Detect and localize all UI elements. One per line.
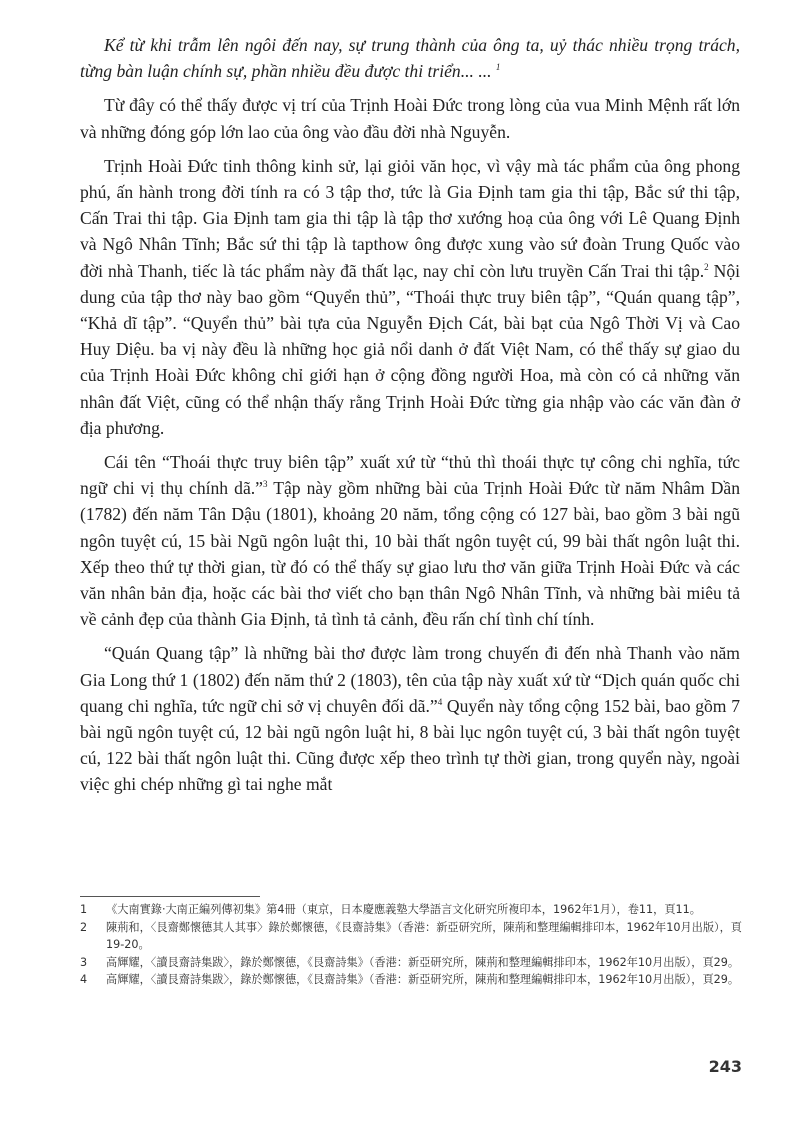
footnote: 1 《大南實錄·大南正編列傳初集》第4冊（東京，日本慶應義塾大學語言文化研究所複印本，1962年1月），卷11，頁11。 (80, 903, 701, 916)
body-text (80, 32, 740, 806)
page-number: 243 (708, 1057, 742, 1076)
footnote-ref: 3 (262, 479, 268, 490)
footnote-ref: 1 (495, 62, 501, 73)
paragraph-quote: Kể từ khi trẫm lên ngôi đến nay, sự trung thành của ông ta, uỷ thác nhiều trọng trách, từng bàn luận chính sự, phần nhiều đều được thi triển... ... $^1$ (80, 35, 740, 82)
footnotes (80, 896, 742, 989)
paragraph: “Quán Quang tập” là những bài thơ được làm trong chuyến đi đến nhà Thanh vào năm Gia Long thứ 1 (1802) đến năm thứ 2 (1803), tên của tập này xuất xứ từ “Dịch quán quốc chi quang chi nghĩa, tức ngữ chi sở vị chuyên đối dã.”$^4$ Quyển này tổng cộng 152 bài, bao gồm 7 bài ngũ ngôn tuyệt cú, 12 bài ngũ ngôn luật hi, 8 bài lục ngôn tuyệt cú, 3 bài thất ngôn tuyệt cú, 122 bài thất ngôn luật thi. Cũng được xếp theo trình tự thời gian, trong quyển này, ngoài việc ghi chép những gì tai nghe mắt (80, 643, 740, 795)
footnote-ref: 4 (437, 697, 443, 708)
footnote: 4 高輝耀，〈讀艮齋詩集跋〉，錄於鄭懷德，《艮齋詩集》（香港：新亞研究所，陳荊和整理編輯排印本，1962年10月出版），頁29。 (80, 973, 740, 986)
footnote: 3 高輝耀，〈讀艮齋詩集跋〉，錄於鄭懷德，《艮齋詩集》（香港：新亞研究所，陳荊和整理編輯排印本，1962年10月出版），頁29。 (80, 955, 740, 969)
paragraph: Từ đây có thể thấy được vị trí của Trịnh Hoài Đức trong lòng của vua Minh Mệnh rất lớn và những đóng góp lớn lao của ông vào đầu đời nhà Nguyễn. (80, 95, 740, 142)
footnote-divider (80, 896, 260, 897)
paragraph: Cái tên “Thoái thực truy biên tập” xuất xứ từ “thủ thì thoái thực tự công chi nghĩa, tức ngữ chi vị thụ chính dã.”$^3$ Tập này gồm những bài của Trịnh Hoài Đức từ năm Nhâm Dần (1782) đến năm Tân Dậu (1801), khoảng 20 năm, tổng cộng có 127 bài, bao gồm 3 bài ngũ ngôn tuyệt cú, 15 bài Ngũ ngôn luật thi, 10 bài thất ngôn tuyệt cú, 99 bài thất ngôn luật thi. Xếp theo thứ tự thời gian, từ đó có thể thấy sự giao lưu thơ văn giữa Trịnh Hoài Đức và các văn nhân bản địa, hoặc các bài thơ viết cho bạn thân Ngô Nhân Tĩnh, và những bài miêu tả về cảnh đẹp của thành Gia Định, tả tình tả cảnh, đều rấn chí tình chí tính. (80, 452, 741, 630)
footnote-ref: 2 (704, 261, 709, 272)
footnote: 2 陳荊和，〈艮齋鄭懷德其人其事〉錄於鄭懷德，《艮齋詩集》（香港：新亞研究所，陳荊和整理編輯排印本，1962年10月出版），頁19-20。 (80, 920, 742, 951)
paragraph: Trịnh Hoài Đức tinh thông kinh sử, lại giỏi văn học, vì vậy mà tác phẩm của ông phong phú, ấn hành trong đời tính ra có 3 tập thơ, tức là Gia Định tam gia thi tập, Bắc sứ thi tập, Cấn Trai thi tập. Gia Định tam gia thi tập là tập thơ xướng hoạ của ông với Lê Quang Định và Ngô Nhân Tĩnh; Bắc sứ thi tập là tapthow ông được xung vào sứ đoàn Trung Quốc vào đời nhà Thanh, tiếc là tác phẩm này đã thất lạc, nay chỉ còn lưu truyền Cấn Trai thi tập.$^2$ Nội dung của tập thơ này bao gồm “Quyển thủ”, “Thoái thực truy biên tập”, “Quán quang tập”, “Khả dĩ tập”. “Quyển thủ” bài tựa của Nguyễn Địch Cát, bài bạt của Ngô Thời Vị và Cao Huy Diệu. ba vị này đều là những học giả nổi danh ở đất Việt Nam, có thể thấy sự giao du của Trịnh Hoài Đức không chỉ giới hạn ở cộng đồng người Hoa, mà còn có cả những văn nhân đất Việt, cũng có thể nhận thấy rằng Trịnh Hoài Đức từng gia nhập vào các văn đàn ở địa phương. (80, 155, 740, 438)
